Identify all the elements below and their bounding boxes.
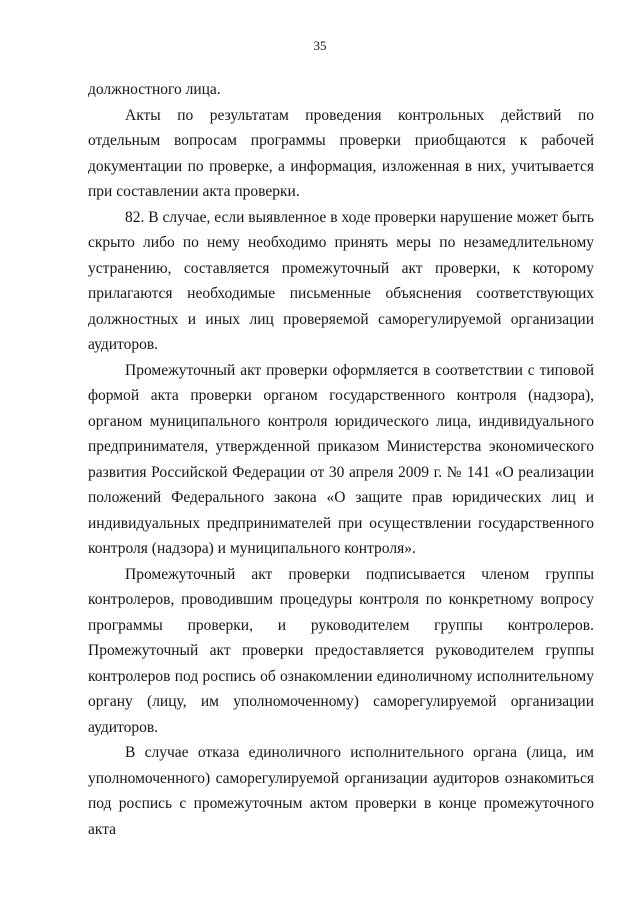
document-body [88, 77, 594, 842]
page-number: 35 [313, 38, 327, 53]
paragraph-continuation: должностного лица. [88, 81, 221, 98]
paragraph-item-82: 82. В случае, если выявленное в ходе проверки нарушение может быть скрыто либо по нему необходимо принять меры по незамедлительному устранению, составляется промежуточный акт проверки, к которому прилагаются необходимые письменные объяснения соответствующих должностных и иных лиц проверяемой саморегулируемой организации аудиторов. [88, 208, 594, 353]
paragraph-interim-act-signing: Промежуточный акт проверки подписывается членом группы контролеров, проводившим процедуры контроля по конкретному вопросу программы проверки, и руководителем группы контролеров. Промежуточный акт проверки предоставляется руководителем группы контролеров под роспись об ознакомлении единоличному исполнительному органу (лицу, им уполномоченному) саморегулируемой организации аудиторов. [88, 565, 594, 736]
paragraph-acts-results: Акты по результатам проведения контрольных действий по отдельным вопросам программы проверки приобщаются к рабочей документации по проверке, а информация, изложенная в них, учитывается при составлении акта проверки. [88, 106, 594, 200]
paragraph-refusal: В случае отказа единоличного исполнительного органа (лица, им уполномоченного) саморегулируемой организации аудиторов ознакомиться под роспись с промежуточным актом проверки в конце промежуточного акта [88, 744, 594, 838]
paragraph-interim-act-form: Промежуточный акт проверки оформляется в соответствии с типовой формой акта проверки органом государственного контроля (надзора), органом муниципального контроля юридического лица, индивидуального предпринимателя, утвержденной приказом Министерства экономического развития Российской Федерации от 30 апреля 2009 г. № 141 «О реализации положений Федерального закона «О защите прав юридических лиц и индивидуальных предпринимателей при осуществлении государственного контроля (надзора) и муниципального контроля». [88, 361, 594, 557]
